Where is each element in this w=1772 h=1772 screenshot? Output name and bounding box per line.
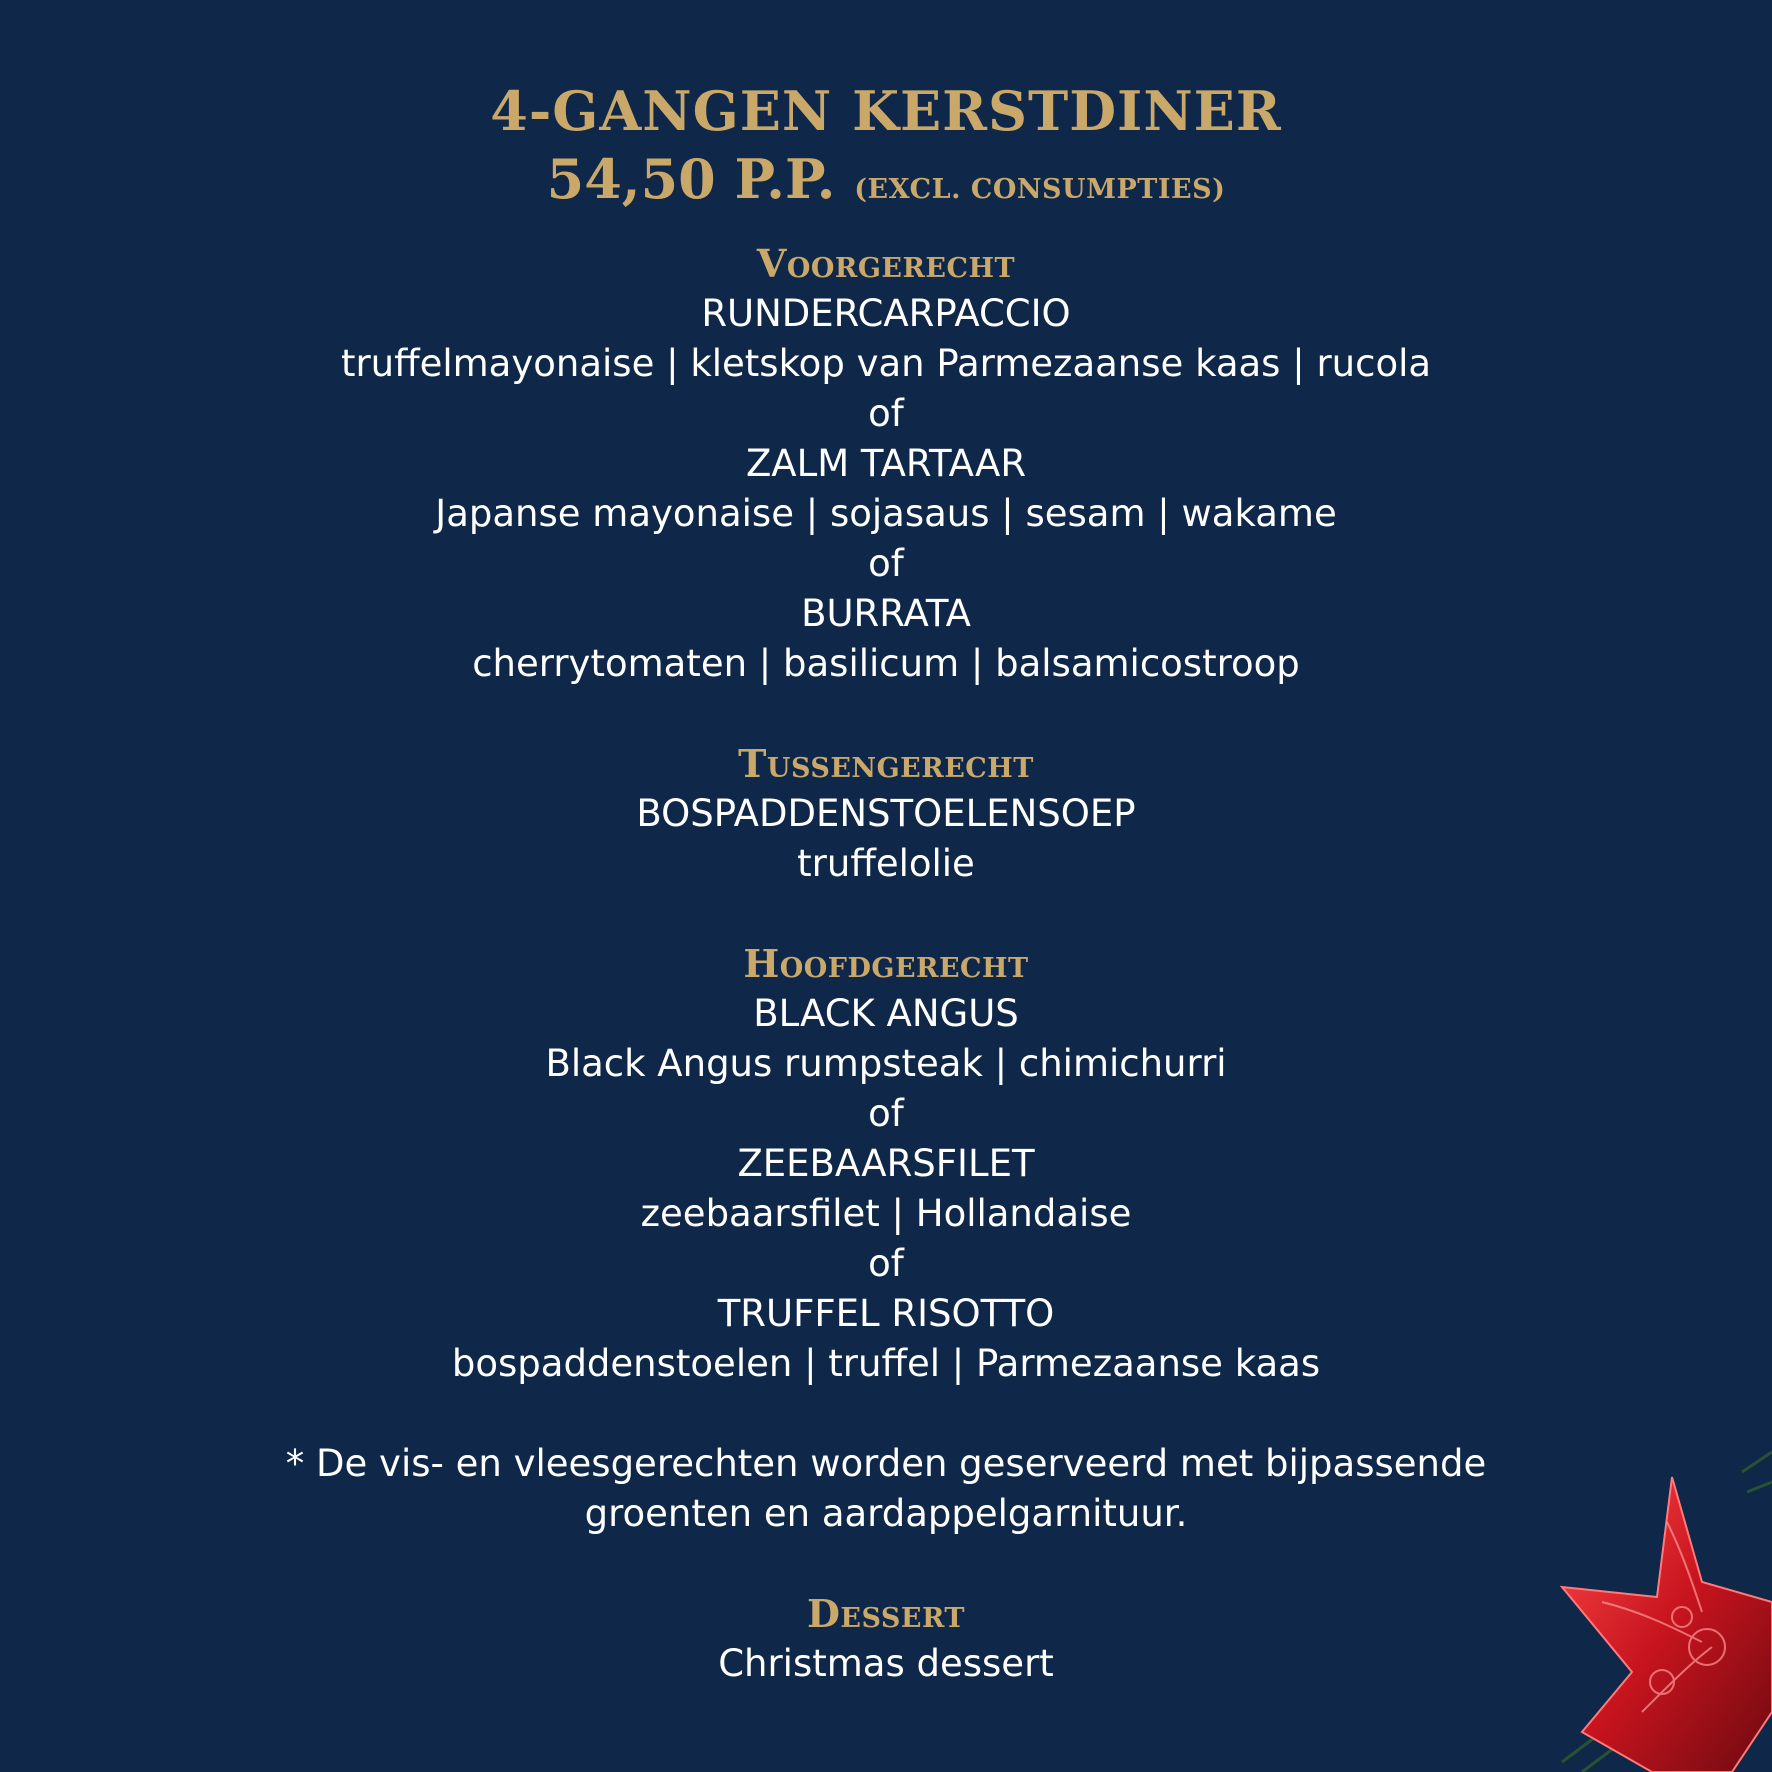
dish-name: Christmas dessert — [718, 1642, 1054, 1685]
footnote-line: * De vis- en vleesgerechten worden geserveerd met bijpassende — [285, 1442, 1487, 1485]
or-separator: of — [868, 392, 904, 435]
section-hoofdgerecht — [0, 939, 1772, 1389]
dish-name: RUNDERCARPACCIO — [701, 292, 1071, 335]
dish-description: cherrytomaten | basilicum | balsamicostroop — [472, 642, 1300, 685]
section-heading: Dessert — [806, 1591, 966, 1636]
dish-description: zeebaarsfilet | Hollandaise — [640, 1192, 1132, 1235]
price-note: (EXCL. CONSUMPTIES) — [854, 174, 1226, 205]
dish-name: ZALM TARTAAR — [745, 442, 1027, 485]
or-separator: of — [868, 1092, 904, 1135]
footnote — [0, 1439, 1772, 1539]
or-separator: of — [868, 1242, 904, 1285]
dish-name: BOSPADDENSTOELENSOEP — [636, 792, 1136, 835]
section-heading: Hoofdgerecht — [743, 941, 1029, 986]
section-voorgerecht — [0, 239, 1772, 689]
section-heading: Voorgerecht — [756, 241, 1016, 286]
dish-description: Black Angus rumpsteak | chimichurri — [545, 1042, 1227, 1085]
dish-description: bospaddenstoelen | truffel | Parmezaanse kaas — [451, 1342, 1321, 1385]
section-heading: Tussengerecht — [738, 741, 1034, 786]
dish-description: Japanse mayonaise | sojasaus | sesam | wakame — [435, 492, 1337, 535]
dish-description: truffelolie — [797, 842, 975, 885]
dish-name: BLACK ANGUS — [753, 992, 1019, 1035]
price-value: 54,50 P.P. — [546, 147, 836, 211]
dish-name: TRUFFEL RISOTTO — [717, 1292, 1055, 1335]
menu-title: 4-GANGEN KERSTDINER — [490, 79, 1282, 143]
section-tussengerecht — [0, 739, 1772, 889]
dish-name: BURRATA — [801, 592, 971, 635]
dish-description: truffelmayonaise | kletskop van Parmezaanse kaas | rucola — [340, 342, 1432, 385]
menu-price — [0, 146, 1772, 223]
or-separator: of — [868, 542, 904, 585]
dish-name: ZEEBAARSFILET — [737, 1142, 1035, 1185]
red-star-ornament-icon — [1542, 1412, 1772, 1772]
footnote-line: groenten en aardappelgarnituur. — [584, 1492, 1188, 1535]
section-dessert — [0, 1589, 1772, 1689]
